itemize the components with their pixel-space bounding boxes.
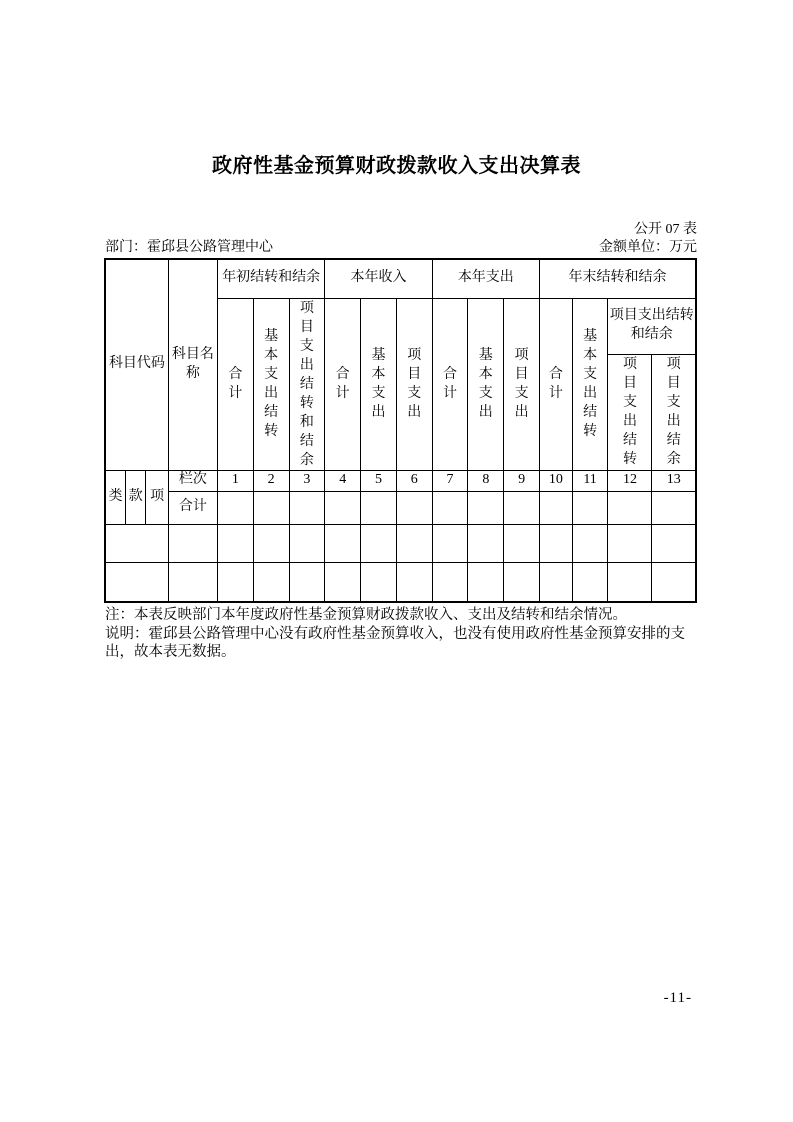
subject-name-header: 科目名称 — [168, 259, 217, 470]
empty-cell — [468, 562, 504, 602]
total-cell — [539, 491, 572, 524]
empty-cell — [468, 524, 504, 562]
lanci-number: 6 — [396, 470, 432, 491]
group-year-end-balance: 年末结转和结余 — [539, 259, 696, 298]
empty-row — [105, 524, 696, 562]
col-header-5-text: 基本支出 — [371, 348, 386, 420]
lanci-number: 8 — [468, 470, 504, 491]
lanci-number: 3 — [289, 470, 325, 491]
lanci-number: 7 — [432, 470, 468, 491]
empty-cell — [432, 562, 468, 602]
lanci-number: 12 — [608, 470, 652, 491]
page-title: 政府性基金预算财政拨款收入支出决算表 — [212, 155, 581, 177]
empty-cell — [652, 562, 696, 602]
department-label: 部门：霍邱县公路管理中心 — [105, 239, 273, 255]
col-header-1 — [217, 298, 253, 470]
empty-cell — [289, 524, 325, 562]
code-part-kuan: 款 — [125, 470, 145, 524]
total-cell — [468, 491, 504, 524]
table-notes — [105, 606, 704, 662]
col-header-9-text: 项目支出 — [514, 348, 529, 420]
empty-cell — [325, 562, 361, 602]
empty-cell — [217, 562, 253, 602]
total-cell — [325, 491, 361, 524]
empty-cell — [608, 562, 652, 602]
table-meta — [105, 221, 697, 256]
col-header-5 — [361, 298, 397, 470]
empty-row — [105, 562, 696, 602]
empty-cell — [361, 562, 397, 602]
col-header-9 — [504, 298, 540, 470]
total-row-label: 合计 — [168, 491, 217, 524]
col-header-6 — [396, 298, 432, 470]
col-header-3-text: 项目支出结转和结余 — [299, 300, 314, 468]
total-cell — [504, 491, 540, 524]
empty-cell — [432, 524, 468, 562]
lanci-number: 11 — [572, 470, 608, 491]
lanci-number: 10 — [539, 470, 572, 491]
col-header-4 — [325, 298, 361, 470]
group-begin-year-balance: 年初结转和结余 — [217, 259, 324, 298]
empty-cell — [572, 524, 608, 562]
subgroup-project-balance: 项目支出结转和结余 — [608, 298, 696, 354]
col-header-10-text: 合计 — [548, 367, 563, 401]
lanci-number: 9 — [504, 470, 540, 491]
col-header-2 — [253, 298, 289, 470]
empty-cell — [253, 562, 289, 602]
col-header-6-text: 项目支出 — [407, 348, 422, 420]
col-header-11-text: 基本支出结转 — [583, 329, 598, 439]
page-number: -11- — [663, 990, 692, 1006]
empty-cell — [289, 562, 325, 602]
col-header-2-text: 基本支出结转 — [264, 329, 279, 439]
note-line: 注：本表反映部门本年度政府性基金预算财政拨款收入、支出及结转和结余情况。 — [105, 607, 627, 623]
lanci-number: 4 — [325, 470, 361, 491]
col-header-13 — [652, 354, 696, 470]
total-cell — [361, 491, 397, 524]
explanation-line: 说明：霍邱县公路管理中心没有政府性基金预算收入，也没有使用政府性基金预算安排的支出，故本表无数据。 — [105, 625, 685, 660]
col-header-8 — [468, 298, 504, 470]
meta-line — [105, 239, 697, 257]
total-cell — [289, 491, 325, 524]
empty-cell — [396, 524, 432, 562]
empty-cell — [253, 524, 289, 562]
code-part-xiang: 项 — [146, 470, 169, 524]
empty-code-cell — [105, 524, 168, 562]
col-header-4-text: 合计 — [335, 367, 350, 401]
lanci-number: 5 — [361, 470, 397, 491]
empty-cell — [396, 562, 432, 602]
col-header-3 — [289, 298, 325, 470]
lanci-label: 栏次 — [168, 470, 217, 491]
empty-name-cell — [168, 524, 217, 562]
empty-cell — [572, 562, 608, 602]
col-header-7-text: 合计 — [443, 367, 458, 401]
total-cell — [652, 491, 696, 524]
col-header-11 — [572, 298, 608, 470]
lanci-number: 13 — [652, 470, 696, 491]
total-cell — [396, 491, 432, 524]
column-index-row — [105, 470, 696, 491]
lanci-number: 2 — [253, 470, 289, 491]
empty-cell — [608, 524, 652, 562]
total-cell — [253, 491, 289, 524]
empty-cell — [504, 524, 540, 562]
empty-code-cell — [105, 562, 168, 602]
empty-name-cell — [168, 562, 217, 602]
col-header-7 — [432, 298, 468, 470]
total-cell — [217, 491, 253, 524]
total-cell — [572, 491, 608, 524]
unit-label: 金额单位：万元 — [599, 239, 697, 255]
col-header-1-text: 合计 — [228, 367, 243, 401]
empty-cell — [504, 562, 540, 602]
total-row — [105, 491, 696, 524]
col-header-12-text: 项目支出结转 — [622, 357, 637, 467]
form-code: 公开 07 表 — [634, 222, 697, 237]
empty-cell — [539, 524, 572, 562]
fund-budget-table — [104, 258, 697, 603]
total-cell — [432, 491, 468, 524]
col-header-13-text: 项目支出结余 — [666, 357, 681, 467]
col-header-8-text: 基本支出 — [478, 348, 493, 420]
empty-cell — [539, 562, 572, 602]
group-current-year-expenditure: 本年支出 — [432, 259, 539, 298]
group-current-year-income: 本年收入 — [325, 259, 432, 298]
subject-code-header: 科目代码 — [105, 259, 168, 470]
lanci-number: 1 — [217, 470, 253, 491]
col-header-10 — [539, 298, 572, 470]
empty-cell — [361, 524, 397, 562]
empty-cell — [217, 524, 253, 562]
col-header-12 — [608, 354, 652, 470]
total-cell — [608, 491, 652, 524]
empty-cell — [325, 524, 361, 562]
code-part-lei: 类 — [105, 470, 125, 524]
header-group-row — [105, 259, 696, 298]
empty-cell — [652, 524, 696, 562]
